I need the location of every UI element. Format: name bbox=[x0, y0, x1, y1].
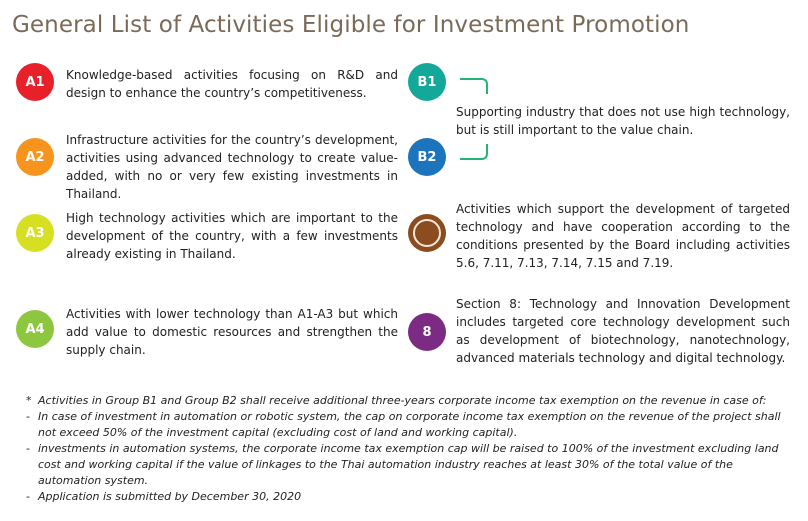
desc-a2: Infrastructure activities for the country’s development, activities using advanced technology to create value-added, with no or very few existing investments in Thailand. bbox=[66, 133, 398, 201]
badge-section-8: 8 bbox=[408, 313, 446, 351]
footnote-item bbox=[26, 409, 796, 441]
footnote-text: In case of investment in automation or robotic system, the cap on corporate income tax exemption on the revenue of the project shall not exceed 50% of the investment capital (excluding cost of land and working capital). bbox=[38, 410, 781, 439]
footnote-text: investments in automation systems, the corporate income tax exemption cap will be raised to 100% of the investment excluding land cost and working capital if the value of linkages to the Thai automation industry reaches at least 30% of the total value of the automation system. bbox=[38, 442, 779, 487]
footnote-text: Application is submitted by December 30, 2020 bbox=[38, 490, 302, 503]
desc-brown: Activities which support the development of targeted technology and have cooperation according to the conditions presented by the Board including activities 5.6, 7.11, 7.13, 7.14, 7.15 and 7.19. bbox=[456, 202, 790, 270]
footnote-item bbox=[26, 489, 796, 505]
page-title: General List of Activities Eligible for Investment Promotion bbox=[12, 12, 690, 38]
bracket-top-icon bbox=[460, 78, 488, 94]
footnote-item bbox=[26, 393, 796, 409]
footnote-mark: - bbox=[26, 410, 30, 423]
badge-a1: A1 bbox=[16, 63, 54, 101]
badge-a3: A3 bbox=[16, 214, 54, 252]
footnote-item bbox=[26, 441, 796, 489]
desc-section-8: Section 8: Technology and Innovation Development includes targeted core technology development such as development of biotechnology, nanotechnology, advanced materials technology and digital technology. bbox=[456, 297, 790, 365]
badge-a2: A2 bbox=[16, 138, 54, 176]
badge-a4: A4 bbox=[16, 310, 54, 348]
footnote-mark: - bbox=[26, 490, 30, 503]
bracket-bottom-icon bbox=[460, 144, 488, 160]
badge-b2: B2 bbox=[408, 138, 446, 176]
brown-ring-icon bbox=[408, 214, 446, 252]
desc-a3: High technology activities which are important to the development of the country, with a few investments already existing in Thailand. bbox=[66, 211, 398, 261]
desc-b1-b2: Supporting industry that does not use high technology, but is still important to the value chain. bbox=[456, 105, 790, 137]
badge-b1: B1 bbox=[408, 63, 446, 101]
footnote-mark: * bbox=[26, 394, 32, 407]
footnote-mark: - bbox=[26, 442, 30, 455]
footnotes bbox=[26, 393, 796, 505]
footnote-text: Activities in Group B1 and Group B2 shall receive additional three-years corporate income tax exemption on the revenue in case of: bbox=[38, 394, 767, 407]
desc-a1: Knowledge-based activities focusing on R&D and design to enhance the country’s competitiveness. bbox=[66, 68, 398, 100]
desc-a4: Activities with lower technology than A1-A3 but which add value to domestic resources and strengthen the supply chain. bbox=[66, 307, 398, 357]
